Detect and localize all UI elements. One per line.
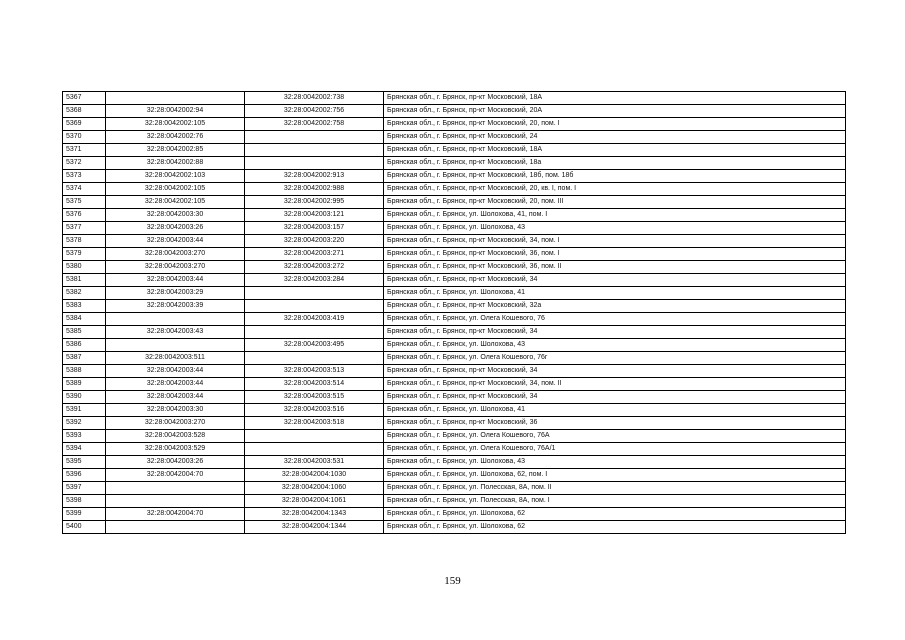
object-cadastral-number-cell: 32:28:0042003:121 bbox=[245, 209, 384, 222]
row-number-cell: 5398 bbox=[63, 495, 106, 508]
object-cadastral-number-cell bbox=[245, 326, 384, 339]
row-number-cell: 5371 bbox=[63, 144, 106, 157]
table-row bbox=[63, 131, 846, 144]
table-row bbox=[63, 209, 846, 222]
table-body bbox=[63, 92, 846, 534]
object-cadastral-number-cell: 32:28:0042002:995 bbox=[245, 196, 384, 209]
object-cadastral-number-cell: 32:28:0042003:513 bbox=[245, 365, 384, 378]
parcel-cadastral-number-cell: 32:28:0042002:105 bbox=[106, 183, 245, 196]
table-row bbox=[63, 105, 846, 118]
row-number-cell: 5396 bbox=[63, 469, 106, 482]
address-cell: Брянская обл., г. Брянск, пр-кт Московский, 34 bbox=[384, 365, 846, 378]
parcel-cadastral-number-cell bbox=[106, 495, 245, 508]
row-number-cell: 5387 bbox=[63, 352, 106, 365]
object-cadastral-number-cell bbox=[245, 157, 384, 170]
parcel-cadastral-number-cell bbox=[106, 92, 245, 105]
object-cadastral-number-cell bbox=[245, 131, 384, 144]
table-row bbox=[63, 326, 846, 339]
table-row bbox=[63, 404, 846, 417]
object-cadastral-number-cell: 32:28:0042004:1061 bbox=[245, 495, 384, 508]
table-row bbox=[63, 196, 846, 209]
table-row bbox=[63, 482, 846, 495]
object-cadastral-number-cell: 32:28:0042004:1344 bbox=[245, 521, 384, 534]
parcel-cadastral-number-cell: 32:28:0042003:30 bbox=[106, 404, 245, 417]
object-cadastral-number-cell: 32:28:0042003:220 bbox=[245, 235, 384, 248]
address-cell: Брянская обл., г. Брянск, ул. Олега Кошевого, 76А/1 bbox=[384, 443, 846, 456]
address-cell: Брянская обл., г. Брянск, ул. Шолохова, 43 bbox=[384, 222, 846, 235]
row-number-cell: 5384 bbox=[63, 313, 106, 326]
address-cell: Брянская обл., г. Брянск, пр-кт Московский, 36, пом. II bbox=[384, 261, 846, 274]
table-row bbox=[63, 391, 846, 404]
parcel-cadastral-number-cell bbox=[106, 313, 245, 326]
address-cell: Брянская обл., г. Брянск, пр-кт Московский, 24 bbox=[384, 131, 846, 144]
parcel-cadastral-number-cell: 32:28:0042003:529 bbox=[106, 443, 245, 456]
table-row bbox=[63, 287, 846, 300]
table-row bbox=[63, 248, 846, 261]
table-row bbox=[63, 430, 846, 443]
row-number-cell: 5400 bbox=[63, 521, 106, 534]
row-number-cell: 5381 bbox=[63, 274, 106, 287]
object-cadastral-number-cell: 32:28:0042002:913 bbox=[245, 170, 384, 183]
row-number-cell: 5393 bbox=[63, 430, 106, 443]
table-row bbox=[63, 378, 846, 391]
row-number-cell: 5385 bbox=[63, 326, 106, 339]
parcel-cadastral-number-cell: 32:28:0042003:528 bbox=[106, 430, 245, 443]
address-cell: Брянская обл., г. Брянск, ул. Шолохова, 62 bbox=[384, 521, 846, 534]
address-cell: Брянская обл., г. Брянск, пр-кт Московский, 20, кв. I, пом. I bbox=[384, 183, 846, 196]
table-row bbox=[63, 352, 846, 365]
table-row bbox=[63, 118, 846, 131]
row-number-cell: 5375 bbox=[63, 196, 106, 209]
parcel-cadastral-number-cell: 32:28:0042002:103 bbox=[106, 170, 245, 183]
row-number-cell: 5367 bbox=[63, 92, 106, 105]
parcel-cadastral-number-cell: 32:28:0042003:30 bbox=[106, 209, 245, 222]
parcel-cadastral-number-cell: 32:28:0042002:85 bbox=[106, 144, 245, 157]
object-cadastral-number-cell: 32:28:0042003:515 bbox=[245, 391, 384, 404]
table-row bbox=[63, 274, 846, 287]
row-number-cell: 5399 bbox=[63, 508, 106, 521]
object-cadastral-number-cell: 32:28:0042003:284 bbox=[245, 274, 384, 287]
object-cadastral-number-cell: 32:28:0042003:271 bbox=[245, 248, 384, 261]
object-cadastral-number-cell: 32:28:0042002:738 bbox=[245, 92, 384, 105]
parcel-cadastral-number-cell: 32:28:0042002:76 bbox=[106, 131, 245, 144]
object-cadastral-number-cell: 32:28:0042004:1030 bbox=[245, 469, 384, 482]
row-number-cell: 5373 bbox=[63, 170, 106, 183]
table-row bbox=[63, 170, 846, 183]
row-number-cell: 5378 bbox=[63, 235, 106, 248]
address-cell: Брянская обл., г. Брянск, пр-кт Московский, 20А bbox=[384, 105, 846, 118]
address-cell: Брянская обл., г. Брянск, ул. Шолохова, 43 bbox=[384, 339, 846, 352]
row-number-cell: 5374 bbox=[63, 183, 106, 196]
address-cell: Брянская обл., г. Брянск, ул. Шолохова, 41, пом. I bbox=[384, 209, 846, 222]
table-row bbox=[63, 300, 846, 313]
parcel-cadastral-number-cell: 32:28:0042003:270 bbox=[106, 248, 245, 261]
parcel-cadastral-number-cell: 32:28:0042004:70 bbox=[106, 469, 245, 482]
address-cell: Брянская обл., г. Брянск, ул. Шолохова, 41 bbox=[384, 404, 846, 417]
parcel-cadastral-number-cell: 32:28:0042004:70 bbox=[106, 508, 245, 521]
table-row bbox=[63, 157, 846, 170]
table-row bbox=[63, 417, 846, 430]
row-number-cell: 5397 bbox=[63, 482, 106, 495]
object-cadastral-number-cell: 32:28:0042003:531 bbox=[245, 456, 384, 469]
parcel-cadastral-number-cell: 32:28:0042003:270 bbox=[106, 417, 245, 430]
parcel-cadastral-number-cell: 32:28:0042003:511 bbox=[106, 352, 245, 365]
address-cell: Брянская обл., г. Брянск, пр-кт Московский, 34 bbox=[384, 274, 846, 287]
row-number-cell: 5394 bbox=[63, 443, 106, 456]
row-number-cell: 5379 bbox=[63, 248, 106, 261]
row-number-cell: 5372 bbox=[63, 157, 106, 170]
parcel-cadastral-number-cell: 32:28:0042003:44 bbox=[106, 378, 245, 391]
address-cell: Брянская обл., г. Брянск, пр-кт Московский, 34, пом. II bbox=[384, 378, 846, 391]
object-cadastral-number-cell: 32:28:0042004:1060 bbox=[245, 482, 384, 495]
table-row bbox=[63, 92, 846, 105]
table-row bbox=[63, 313, 846, 326]
address-cell: Брянская обл., г. Брянск, пр-кт Московский, 36 bbox=[384, 417, 846, 430]
row-number-cell: 5392 bbox=[63, 417, 106, 430]
address-cell: Брянская обл., г. Брянск, ул. Шолохова, 43 bbox=[384, 456, 846, 469]
address-cell: Брянская обл., г. Брянск, пр-кт Московский, 20, пом. I bbox=[384, 118, 846, 131]
row-number-cell: 5383 bbox=[63, 300, 106, 313]
address-cell: Брянская обл., г. Брянск, пр-кт Московский, 20, пом. III bbox=[384, 196, 846, 209]
row-number-cell: 5377 bbox=[63, 222, 106, 235]
parcel-cadastral-number-cell: 32:28:0042003:29 bbox=[106, 287, 245, 300]
parcel-cadastral-number-cell: 32:28:0042003:43 bbox=[106, 326, 245, 339]
parcel-cadastral-number-cell: 32:28:0042002:94 bbox=[106, 105, 245, 118]
object-cadastral-number-cell bbox=[245, 144, 384, 157]
table-row bbox=[63, 144, 846, 157]
address-cell: Брянская обл., г. Брянск, пр-кт Московский, 34 bbox=[384, 326, 846, 339]
table-row bbox=[63, 339, 846, 352]
row-number-cell: 5369 bbox=[63, 118, 106, 131]
object-cadastral-number-cell bbox=[245, 443, 384, 456]
table-row bbox=[63, 365, 846, 378]
parcel-cadastral-number-cell: 32:28:0042003:44 bbox=[106, 274, 245, 287]
object-cadastral-number-cell bbox=[245, 300, 384, 313]
row-number-cell: 5382 bbox=[63, 287, 106, 300]
address-cell: Брянская обл., г. Брянск, ул. Олега Кошевого, 76А bbox=[384, 430, 846, 443]
row-number-cell: 5370 bbox=[63, 131, 106, 144]
address-cell: Брянская обл., г. Брянск, ул. Полесская, 8А, пом. I bbox=[384, 495, 846, 508]
table-row bbox=[63, 495, 846, 508]
table-row bbox=[63, 235, 846, 248]
address-cell: Брянская обл., г. Брянск, пр-кт Московский, 32а bbox=[384, 300, 846, 313]
property-registry-table bbox=[62, 91, 846, 534]
object-cadastral-number-cell: 32:28:0042003:518 bbox=[245, 417, 384, 430]
table-row bbox=[63, 443, 846, 456]
page-number: 159 bbox=[444, 575, 461, 587]
parcel-cadastral-number-cell bbox=[106, 482, 245, 495]
object-cadastral-number-cell: 32:28:0042003:495 bbox=[245, 339, 384, 352]
table-row bbox=[63, 521, 846, 534]
parcel-cadastral-number-cell: 32:28:0042003:26 bbox=[106, 456, 245, 469]
object-cadastral-number-cell: 32:28:0042003:272 bbox=[245, 261, 384, 274]
address-cell: Брянская обл., г. Брянск, ул. Шолохова, 62 bbox=[384, 508, 846, 521]
parcel-cadastral-number-cell: 32:28:0042002:105 bbox=[106, 118, 245, 131]
parcel-cadastral-number-cell: 32:28:0042003:270 bbox=[106, 261, 245, 274]
address-cell: Брянская обл., г. Брянск, ул. Шолохова, 62, пом. I bbox=[384, 469, 846, 482]
address-cell: Брянская обл., г. Брянск, пр-кт Московский, 34, пом. I bbox=[384, 235, 846, 248]
address-cell: Брянская обл., г. Брянск, ул. Олега Кошевого, 76 bbox=[384, 313, 846, 326]
row-number-cell: 5376 bbox=[63, 209, 106, 222]
parcel-cadastral-number-cell: 32:28:0042003:26 bbox=[106, 222, 245, 235]
address-cell: Брянская обл., г. Брянск, пр-кт Московский, 18б, пом. 18б bbox=[384, 170, 846, 183]
parcel-cadastral-number-cell: 32:28:0042003:44 bbox=[106, 365, 245, 378]
parcel-cadastral-number-cell: 32:28:0042002:88 bbox=[106, 157, 245, 170]
address-cell: Брянская обл., г. Брянск, пр-кт Московский, 18А bbox=[384, 92, 846, 105]
row-number-cell: 5391 bbox=[63, 404, 106, 417]
row-number-cell: 5368 bbox=[63, 105, 106, 118]
row-number-cell: 5390 bbox=[63, 391, 106, 404]
table-row bbox=[63, 222, 846, 235]
table-row bbox=[63, 261, 846, 274]
parcel-cadastral-number-cell: 32:28:0042003:39 bbox=[106, 300, 245, 313]
table-row bbox=[63, 508, 846, 521]
parcel-cadastral-number-cell: 32:28:0042003:44 bbox=[106, 235, 245, 248]
row-number-cell: 5386 bbox=[63, 339, 106, 352]
object-cadastral-number-cell: 32:28:0042003:514 bbox=[245, 378, 384, 391]
address-cell: Брянская обл., г. Брянск, ул. Полесская, 8А, пом. II bbox=[384, 482, 846, 495]
object-cadastral-number-cell: 32:28:0042003:419 bbox=[245, 313, 384, 326]
table-row bbox=[63, 183, 846, 196]
address-cell: Брянская обл., г. Брянск, ул. Олега Кошевого, 76г bbox=[384, 352, 846, 365]
parcel-cadastral-number-cell bbox=[106, 521, 245, 534]
object-cadastral-number-cell: 32:28:0042002:756 bbox=[245, 105, 384, 118]
object-cadastral-number-cell: 32:28:0042003:516 bbox=[245, 404, 384, 417]
parcel-cadastral-number-cell: 32:28:0042002:105 bbox=[106, 196, 245, 209]
object-cadastral-number-cell bbox=[245, 430, 384, 443]
address-cell: Брянская обл., г. Брянск, пр-кт Московский, 36, пом. I bbox=[384, 248, 846, 261]
row-number-cell: 5389 bbox=[63, 378, 106, 391]
row-number-cell: 5380 bbox=[63, 261, 106, 274]
table-row bbox=[63, 456, 846, 469]
table-row bbox=[63, 469, 846, 482]
row-number-cell: 5395 bbox=[63, 456, 106, 469]
address-cell: Брянская обл., г. Брянск, пр-кт Московский, 18А bbox=[384, 144, 846, 157]
object-cadastral-number-cell: 32:28:0042003:157 bbox=[245, 222, 384, 235]
object-cadastral-number-cell: 32:28:0042002:758 bbox=[245, 118, 384, 131]
address-cell: Брянская обл., г. Брянск, пр-кт Московский, 34 bbox=[384, 391, 846, 404]
object-cadastral-number-cell bbox=[245, 287, 384, 300]
object-cadastral-number-cell: 32:28:0042004:1343 bbox=[245, 508, 384, 521]
parcel-cadastral-number-cell bbox=[106, 339, 245, 352]
address-cell: Брянская обл., г. Брянск, пр-кт Московский, 18а bbox=[384, 157, 846, 170]
object-cadastral-number-cell: 32:28:0042002:988 bbox=[245, 183, 384, 196]
object-cadastral-number-cell bbox=[245, 352, 384, 365]
parcel-cadastral-number-cell: 32:28:0042003:44 bbox=[106, 391, 245, 404]
address-cell: Брянская обл., г. Брянск, ул. Шолохова, 41 bbox=[384, 287, 846, 300]
row-number-cell: 5388 bbox=[63, 365, 106, 378]
